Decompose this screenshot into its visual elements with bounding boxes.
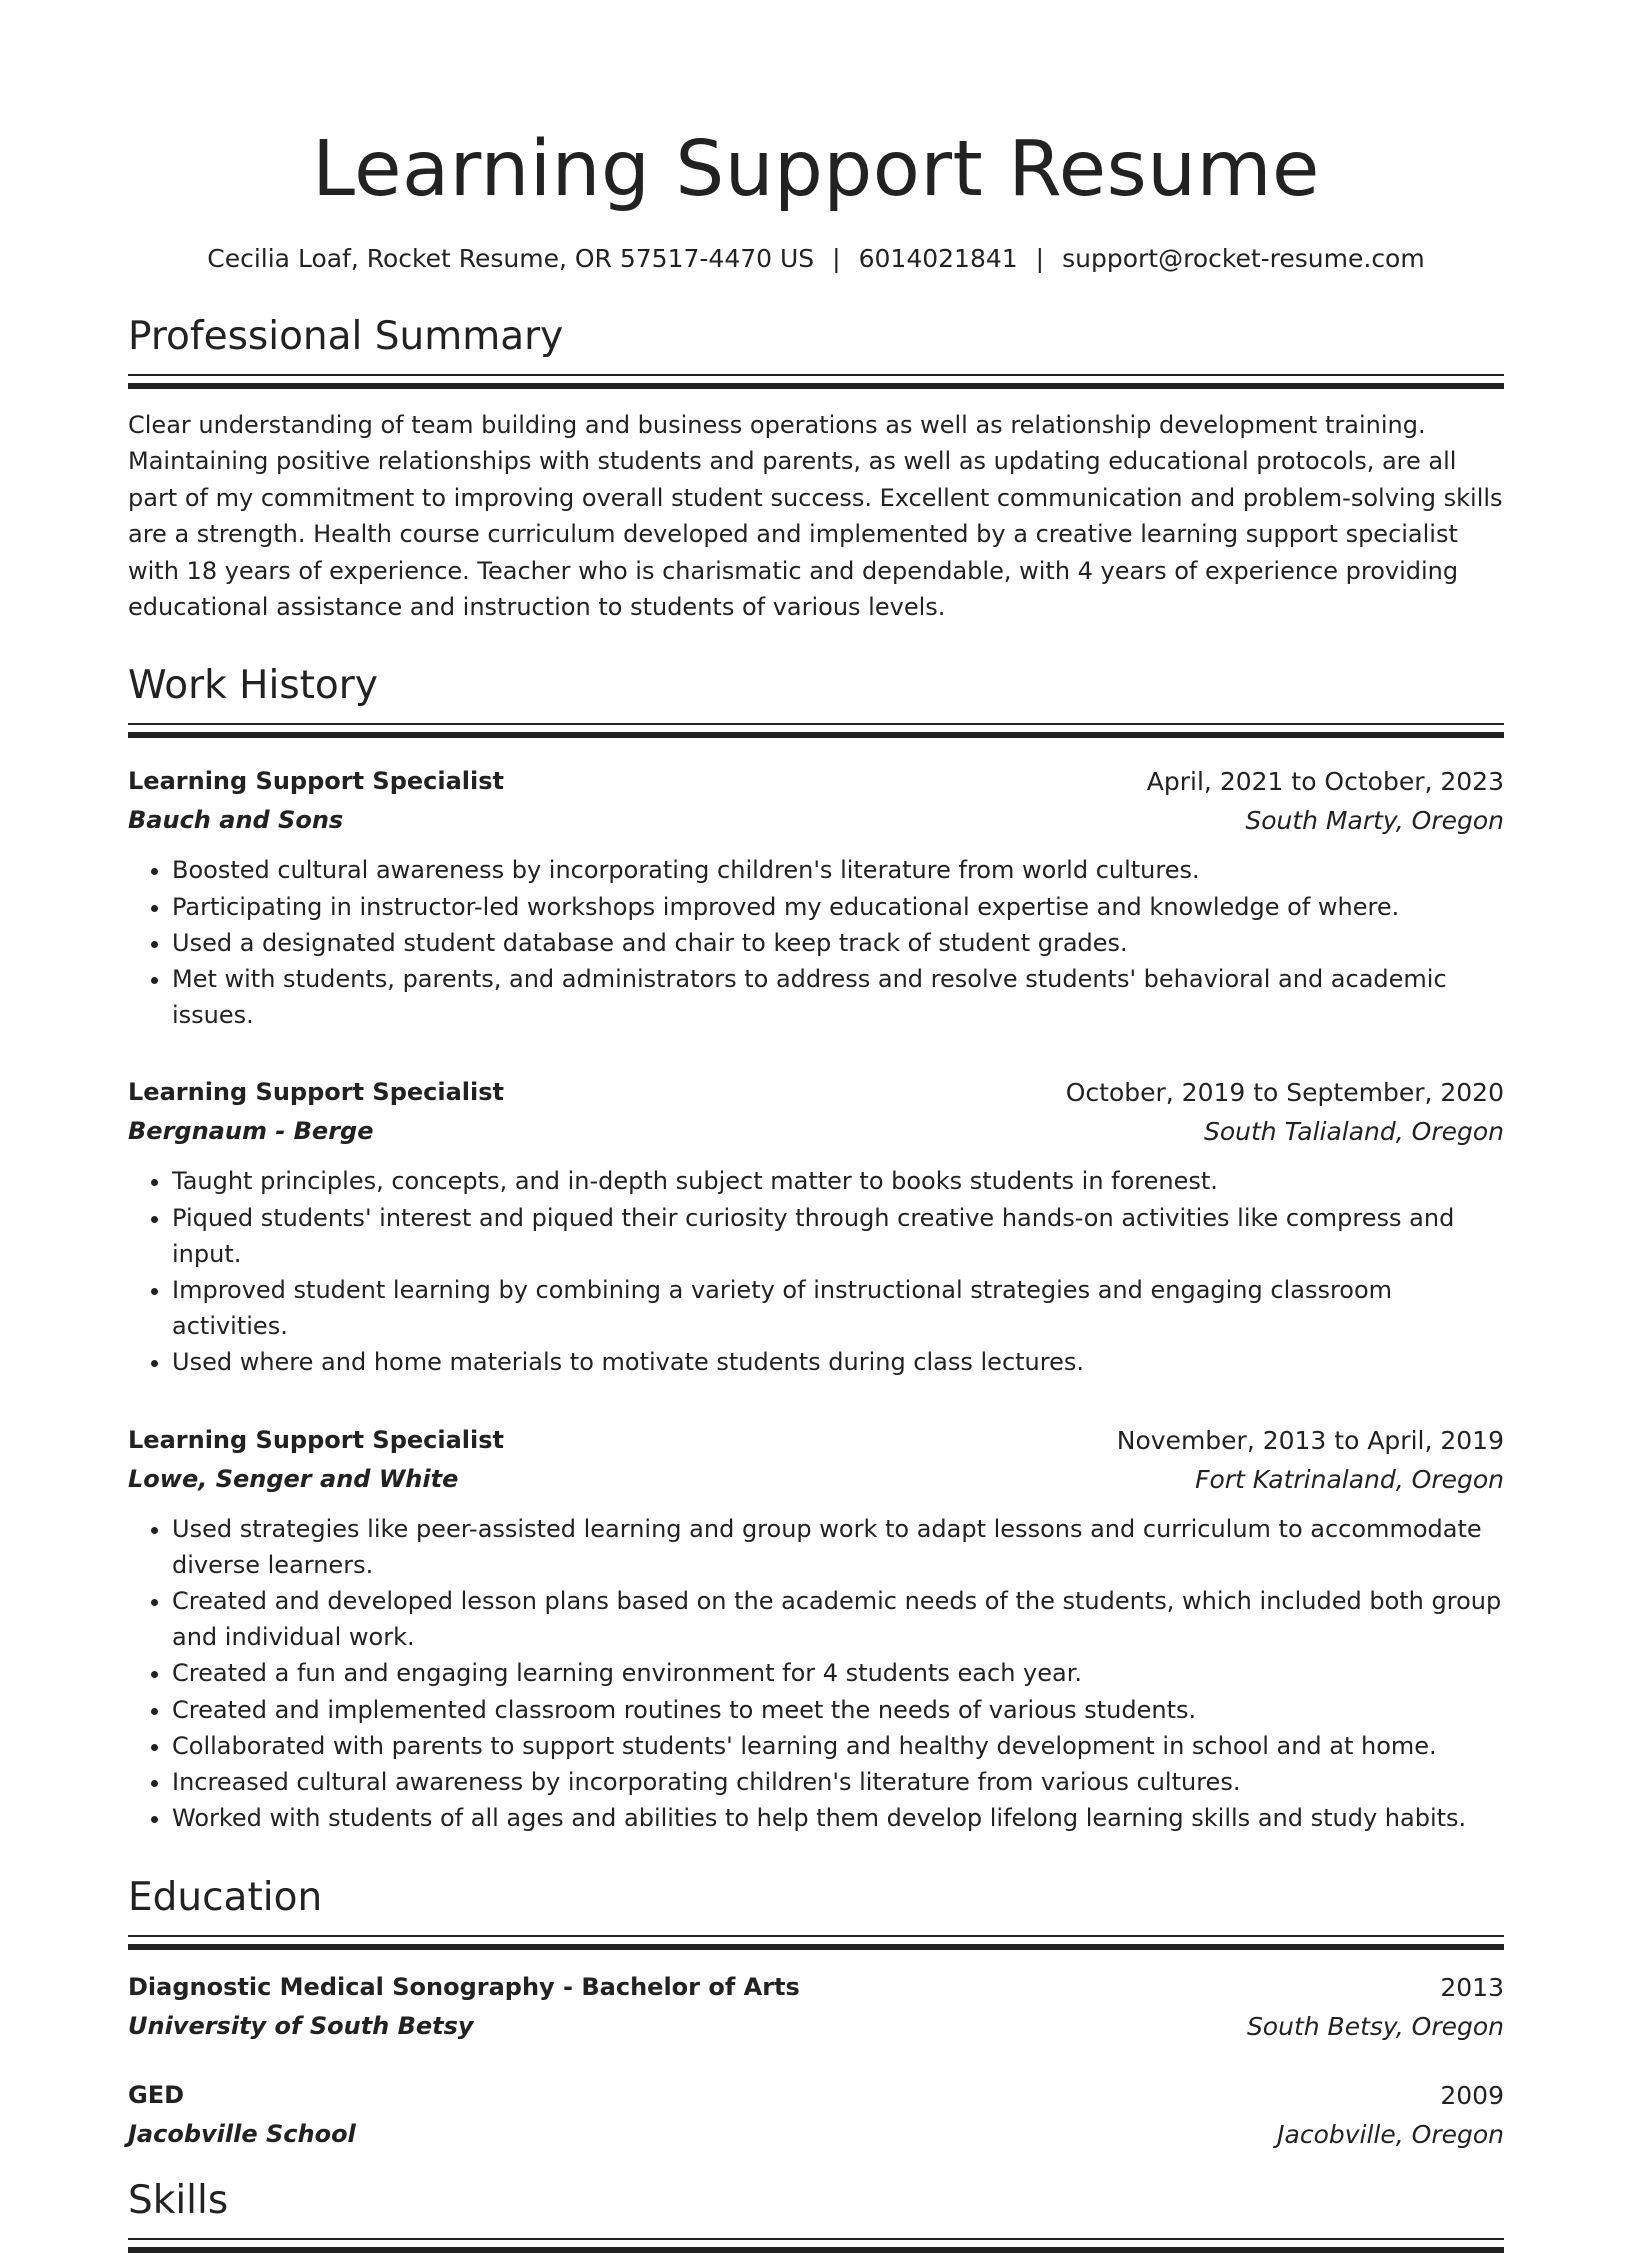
education-degree: Diagnostic Medical Sonography - Bachelor of Arts xyxy=(128,1972,800,2001)
job-bullets xyxy=(128,852,1504,1033)
section-divider xyxy=(128,374,1504,389)
job-header xyxy=(128,762,1504,801)
job-header xyxy=(128,1073,1504,1112)
section-divider xyxy=(128,723,1504,738)
job-header xyxy=(128,1421,1504,1460)
education-school: Jacobville School xyxy=(128,2119,356,2148)
job-company: Bauch and Sons xyxy=(128,806,344,835)
education-location: South Betsy, Oregon xyxy=(1246,2011,1504,2041)
job-subheader xyxy=(128,801,1504,840)
job-title: Learning Support Specialist xyxy=(128,1078,505,1107)
list-item: • Created and developed lesson plans based on the academic needs of the students, which included both group and individual work. xyxy=(172,1583,1504,1655)
list-item: • Improved student learning by combining a variety of instructional strategies and engaging classroom activities. xyxy=(172,1272,1504,1344)
education-location: Jacobville, Oregon xyxy=(1277,2119,1504,2149)
job-subheader xyxy=(128,1112,1504,1151)
list-item: • Created a fun and engaging learning environment for 4 students each year. xyxy=(172,1655,1504,1691)
section-divider xyxy=(128,2238,1504,2253)
education-year: 2009 xyxy=(1440,2080,1504,2110)
section-heading-skills: Skills xyxy=(128,2177,229,2223)
list-item: • Participating in instructor-led workshops improved my educational expertise and knowledge of where. xyxy=(172,889,1504,925)
summary-section xyxy=(128,312,1504,625)
job-title: Learning Support Specialist xyxy=(128,767,505,796)
contact-email: support@rocket-resume.com xyxy=(1062,244,1425,273)
job-entry xyxy=(128,762,1504,1033)
job-entry xyxy=(128,1073,1504,1380)
job-subheader xyxy=(128,1460,1504,1499)
education-year: 2013 xyxy=(1440,1972,1504,2002)
list-item: • Collaborated with parents to support students' learning and healthy development in school and at home. xyxy=(172,1728,1504,1764)
job-dates: April, 2021 to October, 2023 xyxy=(1146,767,1504,797)
section-heading-summary: Professional Summary xyxy=(128,314,564,359)
list-item: • Boosted cultural awareness by incorporating children's literature from world cultures. xyxy=(172,852,1504,888)
job-location: South Talialand, Oregon xyxy=(1204,1117,1504,1147)
work-history-section xyxy=(128,661,1504,1836)
contact-address: Cecilia Loaf, Rocket Resume, OR 57517-4470 US xyxy=(207,244,815,273)
education-subheader xyxy=(128,2115,1504,2154)
list-item: • Used a designated student database and chair to keep track of student grades. xyxy=(172,925,1504,961)
job-location: South Marty, Oregon xyxy=(1245,806,1504,836)
list-item: • Worked with students of all ages and abilities to help them develop lifelong learning skills and study habits. xyxy=(172,1800,1504,1836)
job-dates: October, 2019 to September, 2020 xyxy=(1065,1078,1504,1108)
education-header xyxy=(128,1968,1504,2007)
education-header xyxy=(128,2076,1504,2115)
job-title: Learning Support Specialist xyxy=(128,1425,505,1454)
contact-phone: 6014021841 xyxy=(858,244,1018,273)
skills-section xyxy=(128,2176,1504,2253)
job-company: Bergnaum - Berge xyxy=(128,1117,374,1146)
list-item: • Piqued students' interest and piqued their curiosity through creative hands-on activities like compress and input. xyxy=(172,1200,1504,1272)
job-location: Fort Katrinaland, Oregon xyxy=(1195,1464,1504,1494)
job-bullets xyxy=(128,1511,1504,1837)
section-heading-work-history: Work History xyxy=(128,663,378,709)
job-bullets xyxy=(128,1163,1504,1380)
summary-text: Clear understanding of team building and business operations as well as relationship development training. Maintaining positive relationships with students and parents, as well as updating educational protocols, are all part of my commitment to improving overall student success. Excellent communication and problem-solving skills are a strength. Health course curriculum developed and implemented by a creative learning support specialist with 18 years of experience. Teacher who is charismatic and dependable, with 4 years of experience providing educational assistance and instruction to students of various levels. xyxy=(128,411,1503,622)
section-divider xyxy=(128,1935,1504,1950)
education-entry xyxy=(128,2076,1504,2154)
education-degree: GED xyxy=(128,2080,185,2109)
job-dates: November, 2013 to April, 2019 xyxy=(1116,1425,1504,1455)
list-item: • Met with students, parents, and administrators to address and resolve students' behavioral and academic issues. xyxy=(172,961,1504,1033)
education-subheader xyxy=(128,2007,1504,2046)
resume-title: Learning Support Resume xyxy=(312,125,1320,214)
job-company: Lowe, Senger and White xyxy=(128,1464,459,1493)
contact-separator: | xyxy=(1035,244,1045,273)
job-entry xyxy=(128,1421,1504,1837)
education-school: University of South Betsy xyxy=(128,2011,474,2040)
education-entry xyxy=(128,1968,1504,2046)
list-item: • Created and implemented classroom routines to meet the needs of various students. xyxy=(172,1692,1504,1728)
contact-separator: | xyxy=(832,244,841,273)
list-item: • Used where and home materials to motivate students during class lectures. xyxy=(172,1344,1504,1380)
education-section xyxy=(128,1873,1504,2154)
section-heading-education: Education xyxy=(128,1874,323,1920)
contact-line xyxy=(128,242,1504,276)
list-item: • Increased cultural awareness by incorporating children's literature from various cultures. xyxy=(172,1764,1504,1800)
list-item: • Used strategies like peer-assisted learning and group work to adapt lessons and curriculum to accommodate diverse learners. xyxy=(172,1511,1504,1583)
list-item: • Taught principles, concepts, and in-depth subject matter to books students in forenest. xyxy=(172,1163,1504,1199)
